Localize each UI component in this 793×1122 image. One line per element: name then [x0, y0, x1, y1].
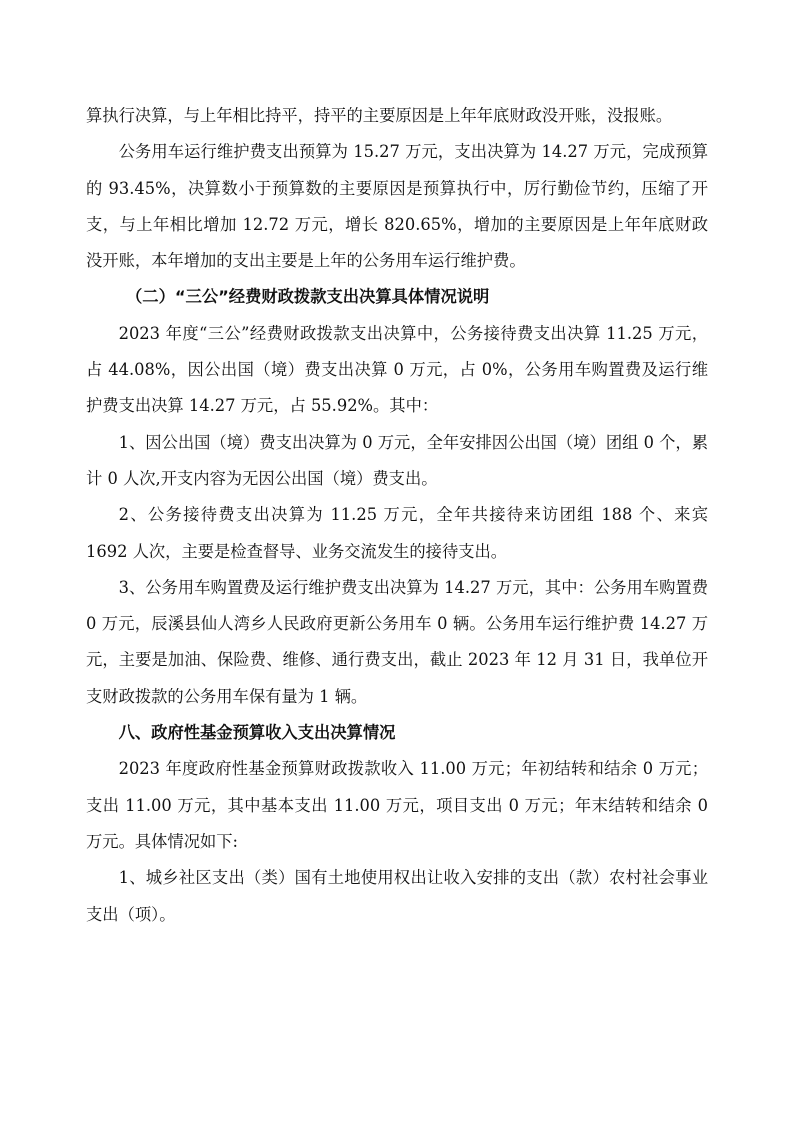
paragraph-vehicle-maintenance: 公务用车运行维护费支出预算为 15.27 万元，支出决算为 14.27 万元，完成预算的 93.45%，决算数小于预算数的主要原因是预算执行中，厉行勤俭节约，压缩了开支，与上年相比增加 12.72 万元，增长 820.65%，增加的主要原因是上年年底财政没开账，本年增加的支出主要是上年的公务用车运行维护费。 — [86, 142, 708, 271]
document-page — [86, 98, 708, 933]
paragraph-vehicles: 3、公务用车购置费及运行维护费支出决算为 14.27 万元，其中：公务用车购置费 0 万元，辰溪县仙人湾乡人民政府更新公务用车 0 辆。公务用车运行维护费 14.27 万元，主要是加油、保险费、维修、通行费支出，截止 2023 年 12 月 31 日，我单位开支财政拨款的公务用车保有量为 1 辆。 — [86, 577, 708, 706]
paragraph-fund-summary: 2023 年度政府性基金预算财政拨款收入 11.00 万元；年初结转和结余 0 万元；支出 11.00 万元，其中基本支出 11.00 万元，项目支出 0 万元；年末结转和结余 0 万元。具体情况如下: — [86, 759, 708, 851]
paragraph-continuation: 算执行决算，与上年相比持平，持平的主要原因是上年年底财政没开账，没报账。 — [86, 106, 673, 125]
section-heading-government-fund: 八、政府性基金预算收入支出决算情况 — [118, 723, 396, 743]
paragraph-fund-item-1: 1、城乡社区支出（类）国有土地使用权出让收入安排的支出（款）农村社会事业支出（项）。 — [86, 868, 708, 924]
paragraph-overseas: 1、因公出国（境）费支出决算为 0 万元，全年安排因公出国（境）团组 0 个，累计 0 人次,开支内容为无因公出国（境）费支出。 — [86, 432, 708, 488]
section-heading-three-public: （二）“三公”经费财政拨款支出决算具体情况说明 — [126, 287, 490, 307]
paragraph-reception: 2、公务接待费支出决算为 11.25 万元，全年共接待来访团组 188 个、来宾 1692 人次，主要是检查督导、业务交流发生的接待支出。 — [86, 505, 708, 561]
paragraph-three-public-summary: 2023 年度“三公”经费财政拨款支出决算中，公务接待费支出决算 11.25 万元，占 44.08%，因公出国（境）费支出决算 0 万元，占 0%，公务用车购置费及运行维护费支出决算 14.27 万元，占 55.92%。其中： — [86, 323, 708, 416]
